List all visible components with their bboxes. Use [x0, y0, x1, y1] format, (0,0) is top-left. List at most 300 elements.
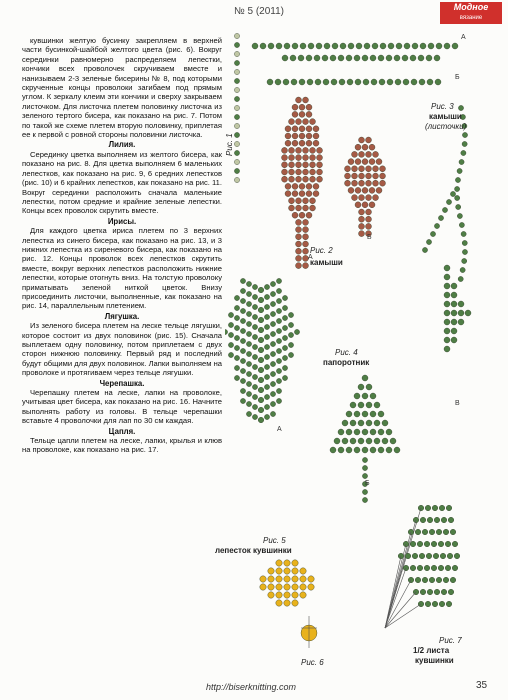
fig4b-bead [358, 384, 364, 390]
fig2-bead-b [352, 173, 358, 179]
fig4b-bead [378, 429, 384, 435]
fig3-side-bead [457, 213, 462, 218]
fig2-bead-b [362, 187, 368, 193]
fig7-subcaption2 [415, 656, 454, 665]
fig3-bead-a [322, 55, 328, 61]
fig5-sub: лепесток кувшинки [215, 546, 292, 555]
fig4-branch-bead [246, 311, 251, 316]
fig3-bead-b [371, 79, 377, 85]
section-text: Тельце цапли плетем на леске, лапки, крылья и клюв на проволоке, как показано на рис. 17. [22, 436, 222, 455]
fig4v-bead [451, 319, 457, 325]
fig4-branch-bead [252, 324, 257, 329]
fig3-bead-a [378, 55, 384, 61]
article-text [22, 36, 222, 455]
fig4-branch-bead [240, 348, 245, 353]
fig2-bead-a [306, 111, 312, 117]
fig4b-bead [366, 402, 372, 408]
fig4-branch-bead [234, 325, 239, 330]
fig4b-stem-bead [362, 465, 367, 470]
fig1-bead [234, 123, 239, 128]
fig2-bead-a [303, 97, 309, 103]
fig4-branch-bead [264, 294, 269, 299]
fig4-branch-bead [282, 295, 287, 300]
label-a: А [277, 426, 282, 433]
fig7-bead [436, 577, 442, 583]
fig4-branch-bead [246, 361, 251, 366]
fig5-bead [300, 592, 306, 598]
fig4b-bead [378, 411, 384, 417]
fig4-branch-bead [234, 355, 239, 360]
fig3-bead-b [347, 79, 353, 85]
fig2-bead-a [310, 162, 316, 168]
fig7-bead [417, 565, 423, 571]
fig2-bead-a [317, 155, 323, 161]
fig7-caption: Рис. 7 [439, 636, 462, 645]
fig5-bead [268, 568, 274, 574]
fig7-bead [448, 589, 454, 595]
fig3-bead-b [387, 79, 393, 85]
fig2-bead-a [317, 176, 323, 182]
fig1-caption: Рис. 1 [225, 133, 234, 156]
fig2-bead-a [303, 198, 309, 204]
fig2-bead-b [376, 187, 382, 193]
fig3-side-bead [458, 105, 463, 110]
fig4b-bead [342, 420, 348, 426]
fig2-bead-a [296, 263, 302, 269]
fig4v-bead [444, 292, 450, 298]
fig5-bead [292, 600, 298, 606]
fig2-bead-b [352, 166, 358, 172]
fig4-branch-bead [240, 278, 245, 283]
fig4-branch-bead [270, 331, 275, 336]
fig7-bead [424, 541, 430, 547]
label-b: Б [365, 480, 370, 487]
fig4-branch-bead [270, 381, 275, 386]
fig5-caption: Рис. 5 [263, 536, 286, 545]
fig3-bead-b [267, 79, 273, 85]
fig3-side-bead [454, 186, 459, 191]
fig4-branch-bead [228, 312, 233, 317]
fig4b-bead [374, 402, 380, 408]
fig4-branch-bead [234, 375, 239, 380]
fig2-bead-a [306, 140, 312, 146]
fig2-bead-a [292, 126, 298, 132]
fig4-stem-bead [258, 337, 264, 343]
section-title: Лилия. [108, 140, 136, 150]
section-title: Цапля. [108, 426, 136, 436]
fig4b-bead [358, 438, 364, 444]
fig4-branch-bead [246, 301, 251, 306]
fig2-bead-a [296, 219, 302, 225]
fig7-bead [436, 529, 442, 535]
fig4-branch-bead [270, 401, 275, 406]
fig3-bead-a [260, 43, 266, 49]
fig2-bead-a [317, 169, 323, 175]
fig5-bead [292, 592, 298, 598]
fig4v-bead [444, 283, 450, 289]
fig5-bead [268, 576, 274, 582]
fig2-bead-a [310, 169, 316, 175]
fig4v-bead [451, 301, 457, 307]
fig3-bead-a [292, 43, 298, 49]
fig4b-bead [362, 411, 368, 417]
fig4-branch-bead [234, 305, 239, 310]
fig3-bead-b [307, 79, 313, 85]
fig4b-bead [382, 420, 388, 426]
fig4-branch-bead [288, 332, 293, 337]
fig4b-bead [370, 429, 376, 435]
fig4-branch-bead [252, 354, 257, 359]
fig1-bead [234, 132, 239, 137]
fig7-bead [415, 577, 421, 583]
fig4-branch-bead [246, 401, 251, 406]
paragraph: кувшинки желтую бусинку закрепляем в верхней части бусинкой-шайбой желтого цвета (рис. 6). Вокруг серединки равномерно распределяем лепестки, кончики всех проволочек скручиваем вместе и нанизываем 2-3 зеленые бисерины № 8, под которыми скрученные концы проволоки загибаем под прямым углом. К зеркалу клеим эти кончики и сверху закрываем листочком. Для листочка плетем половинку листочка из зеленого тертого бисера, как показано на рис. 7. Потом по такой же схеме плетем вторую половинку, приплетая ее к первой с ровной стороны половинки листочка. [22, 36, 222, 140]
fig3-bead-b [299, 79, 305, 85]
fig3-bead-a [428, 43, 434, 49]
fig7-bead [432, 505, 438, 511]
section-text: Для каждого цветка ириса плетем по 3 верхних лепестка из синего бисера, как показано на рис. 13, и 3 нижних лепестка из сиреневого бисера, как показано на рис. 12. Концы проволок всех лепестков скрутить вместе, вокруг верхних лепестков расположить нижние лепестки, которые отогнуть вниз. На толстую проволоку приматывать зеленой ниткой цветок. Внизу присоединить листочки, выполненные, как показано на рис. 14, параллельным плетением. [22, 226, 222, 311]
fig4-branch-bead [246, 381, 251, 386]
fig7-bead [448, 517, 454, 523]
fig4-branch-bead [282, 315, 287, 320]
fig2-bead-a [299, 111, 305, 117]
fig3-bead-a [372, 43, 378, 49]
fig3-side-bead [458, 276, 463, 281]
fig3-bead-a [290, 55, 296, 61]
fig4b-bead [374, 438, 380, 444]
fig2-bead-a [310, 147, 316, 153]
fig4-stem-bead [258, 307, 264, 313]
fig2-bead-b [359, 166, 365, 172]
fig4-branch-bead [270, 361, 275, 366]
fig4-branch-bead [276, 318, 281, 323]
fig5-bead [308, 584, 314, 590]
fig4-stem-bead [258, 357, 264, 363]
fig3-bead-a [354, 55, 360, 61]
fig1-bead [234, 96, 239, 101]
fig4v-bead [444, 337, 450, 343]
fig3-bead-b [419, 79, 425, 85]
fig4-branch-bead [246, 371, 251, 376]
section-text: Из зеленого бисера плетем на леске тельце лягушки, которое состоит из двух половинок (рис. 15). Сначала выплетаем одну половинку, потом приплетаем с двух сторон нижнюю половинку. Первый ряд и последний будут общими для двух половинок. Лапки выполняем на проволоке и протягиваем через тельце лягушки. [22, 321, 222, 378]
fig2-bead-a [306, 212, 312, 218]
fig2-bead-a [306, 183, 312, 189]
fig3-side-bead [462, 258, 467, 263]
fig4-stem-bead [258, 287, 264, 293]
fig2-bead-b [345, 173, 351, 179]
fig4-branch-bead [246, 351, 251, 356]
fig5-bead [284, 600, 290, 606]
fig2-bead-a [289, 205, 295, 211]
fig2-bead-a [285, 140, 291, 146]
label-v: В [455, 400, 460, 407]
fig3-bead-a [444, 43, 450, 49]
fig5-bead [300, 584, 306, 590]
fig4-branch-bead [264, 394, 269, 399]
fig7-bead [410, 565, 416, 571]
fig2-bead-b [359, 180, 365, 186]
fig3-side-bead [461, 231, 466, 236]
fig4-branch-bead [282, 345, 287, 350]
fig4-branch-bead [264, 414, 269, 419]
fig4-branch-bead [252, 334, 257, 339]
fig4b-bead [342, 438, 348, 444]
fig4b-bead [362, 375, 368, 381]
fig7-sub2: кувшинки [415, 656, 454, 665]
fig7-bead [433, 553, 439, 559]
fig2-bead-a [303, 241, 309, 247]
fig2-bead-a [310, 176, 316, 182]
fig4-branch-bead [276, 278, 281, 283]
fig2-bead-a [310, 155, 316, 161]
fig4-branch-bead [282, 305, 287, 310]
fig4-stem-bead [258, 367, 264, 373]
fig4v-bead [451, 292, 457, 298]
fig2-bead-a [299, 140, 305, 146]
fig2-bead-a [292, 111, 298, 117]
fig2-bead-b [366, 216, 372, 222]
fig2-bead-a [296, 198, 302, 204]
fig7-bead [427, 517, 433, 523]
fig2-bead-a [289, 147, 295, 153]
fig1-bead [234, 33, 239, 38]
fig7-bead [420, 517, 426, 523]
fig2-bead-a [313, 126, 319, 132]
fig4v-bead [444, 301, 450, 307]
fig4-branch-bead [282, 325, 287, 330]
fig1-bead [234, 159, 239, 164]
fig4-branch-bead [270, 371, 275, 376]
fig2-bead-a [282, 176, 288, 182]
fig7-subcaption1 [413, 646, 449, 655]
fig4-branch-bead [270, 341, 275, 346]
fig4b-bead [338, 447, 344, 453]
fig2-bead-a [310, 119, 316, 125]
fig7-wire [385, 556, 401, 628]
fig2-bead-b [355, 159, 361, 165]
fig4-branch-bead [252, 364, 257, 369]
fig2-bead-b [373, 151, 379, 157]
fig4b-stem-bead [362, 489, 367, 494]
fig2-bead-b [359, 151, 365, 157]
fig4-branch-bead [270, 291, 275, 296]
logo-main: Модное [453, 2, 489, 12]
fig4-branch-bead [288, 312, 293, 317]
fig4-branch-bead [282, 335, 287, 340]
fig2-bead-b [369, 144, 375, 150]
fig1-bead [234, 177, 239, 182]
fig4-stem-bead [258, 417, 264, 423]
fig1-bead [234, 150, 239, 155]
fig2-bead-a [296, 147, 302, 153]
fig4-stem-bead [258, 297, 264, 303]
fig4b-stem-bead [362, 473, 367, 478]
fig7-bead [443, 529, 449, 535]
fig5-bead [276, 600, 282, 606]
fig3-bead-a [394, 55, 400, 61]
fig4b-bead [370, 411, 376, 417]
fig4-branch-bead [228, 342, 233, 347]
fig4-branch-bead [276, 328, 281, 333]
fig4-branch-bead [252, 414, 257, 419]
fig2-bead-b [359, 231, 365, 237]
fig4-branch-bead [270, 411, 275, 416]
fig2-bead-a [313, 191, 319, 197]
fig7-bead [415, 529, 421, 535]
fig3-bead-b [339, 79, 345, 85]
fig2-bead-a [313, 133, 319, 139]
fig2-bead-a [299, 133, 305, 139]
fig2-bead-a [303, 176, 309, 182]
fig3-bead-a [434, 55, 440, 61]
fig3-side-bead [456, 204, 461, 209]
fig1-bead [234, 87, 239, 92]
fig4-branch-bead [264, 304, 269, 309]
fig5-bead [284, 592, 290, 598]
fig4-branch-bead [234, 295, 239, 300]
fig3-bead-a [364, 43, 370, 49]
fig1-bead [234, 60, 239, 65]
fig3-bead-a [426, 55, 432, 61]
fig7-bead [420, 589, 426, 595]
fig7-bead [425, 601, 431, 607]
fig7-bead [425, 505, 431, 511]
fig4v-stem-bead [450, 191, 455, 196]
fig4-branch-bead [252, 404, 257, 409]
logo-sub: вязание [459, 15, 483, 21]
fig4v-bead [458, 301, 464, 307]
fig2-bead-b [359, 216, 365, 222]
fig4-branch-bead [246, 321, 251, 326]
fig2-bead-a [296, 234, 302, 240]
fig3-bead-b [283, 79, 289, 85]
fig3-bead-a [268, 43, 274, 49]
fig2-bead-b [355, 202, 361, 208]
fig3-side-bead [462, 240, 467, 245]
fig7-bead [429, 529, 435, 535]
fig4b-bead [366, 420, 372, 426]
fig5-bead [292, 560, 298, 566]
fig4v-bead [451, 337, 457, 343]
fig7-bead [445, 565, 451, 571]
label-b: Б [455, 74, 460, 81]
fig4b-bead [362, 393, 368, 399]
fig4b-bead [382, 438, 388, 444]
fig3-side-bead [459, 222, 464, 227]
fig4-branch-bead [252, 374, 257, 379]
fig2-bead-a [299, 191, 305, 197]
fig7-bead [412, 553, 418, 559]
fig3-bead-b [315, 79, 321, 85]
fig5-bead [260, 584, 266, 590]
fig2-bead-a [296, 97, 302, 103]
fig4-branch-bead [252, 314, 257, 319]
fig4-stem-bead [258, 387, 264, 393]
fig3-bead-a [316, 43, 322, 49]
fig1-bead [234, 168, 239, 173]
fig2-bead-a [303, 227, 309, 233]
fig4-branch-bead [240, 328, 245, 333]
fig4v-bead [444, 274, 450, 280]
fig4-branch-bead [234, 345, 239, 350]
fig4v-bead [458, 310, 464, 316]
fig7-bead [419, 553, 425, 559]
fig4b-bead [374, 420, 380, 426]
fig2-bead-a [303, 234, 309, 240]
fig7-bead [441, 517, 447, 523]
fig2-bead-a [292, 183, 298, 189]
fig2-bead-b [345, 180, 351, 186]
fig3-bead-a [362, 55, 368, 61]
fig4b-bead [370, 447, 376, 453]
fig3-sub1: камыши [429, 112, 462, 121]
fig7-bead [431, 565, 437, 571]
fig7-sub1: 1/2 листа [413, 646, 450, 655]
fig2-bead-b [366, 166, 372, 172]
fig3-side-bead [462, 249, 467, 254]
footer-url[interactable]: http://biserknitting.com [206, 682, 297, 692]
fig2-bead-a [303, 147, 309, 153]
fig2-bead-b [366, 180, 372, 186]
fig2-bead-a [292, 104, 298, 110]
fig4-branch-bead [252, 284, 257, 289]
fig3-bead-a [308, 43, 314, 49]
fig5-bead [284, 576, 290, 582]
fig3-side-bead [457, 168, 462, 173]
fig5-bead [276, 560, 282, 566]
fig7-bead [432, 601, 438, 607]
fig4b-bead [366, 384, 372, 390]
fig5-bead [276, 568, 282, 574]
fig2-bead-a [313, 140, 319, 146]
fig4b-bead [346, 429, 352, 435]
fig2-bead-a [313, 183, 319, 189]
fig2-bead-a [299, 126, 305, 132]
fig4-branch-bead [246, 281, 251, 286]
fig4b-bead [358, 420, 364, 426]
fig2-bead-a [296, 119, 302, 125]
fig7-bead [445, 541, 451, 547]
fig7-bead [439, 601, 445, 607]
fig3-caption: Рис. 3 [431, 102, 454, 111]
fig3-bead-b [403, 79, 409, 85]
fig4v-bead [465, 310, 471, 316]
fig3-bead-a [332, 43, 338, 49]
fig2-bead-a [296, 248, 302, 254]
fig4-stem-bead [258, 377, 264, 383]
fig3-bead-a [402, 55, 408, 61]
figures-area [215, 28, 495, 668]
fig5-bead [268, 592, 274, 598]
fig2-bead-a [282, 169, 288, 175]
fig4-branch-bead [264, 284, 269, 289]
fig4-branch-bead [282, 355, 287, 360]
fig4-branch-bead [246, 331, 251, 336]
fig4-branch-bead [288, 352, 293, 357]
section-text: Серединку цветка выполняем из желтого бисера, как показано на рис. 8. Для цветка выполняем 6 маленьких лепестков, как показано на рис. 9, 6 средних лепестков (рис. 10) и 6 крайних лепестков, как показано на рис. 11. Вокруг серединки расположить сначала маленькие лепестки, потом средние и крайние зеленые лепестки. Концы всех проволок скрутить вместе. [22, 149, 222, 216]
fig4-branch-bead [270, 321, 275, 326]
fig4v-bead [444, 265, 450, 271]
fig2-bead-a [282, 162, 288, 168]
fig4v-stem-bead [438, 215, 443, 220]
fig4-branch-bead [282, 365, 287, 370]
fig1-bead [234, 114, 239, 119]
fig2-bead-a [289, 169, 295, 175]
fig7-bead [426, 553, 432, 559]
fig3-side-bead [461, 150, 466, 155]
fig2-bead-b [366, 137, 372, 143]
fig2-bead-b [359, 137, 365, 143]
